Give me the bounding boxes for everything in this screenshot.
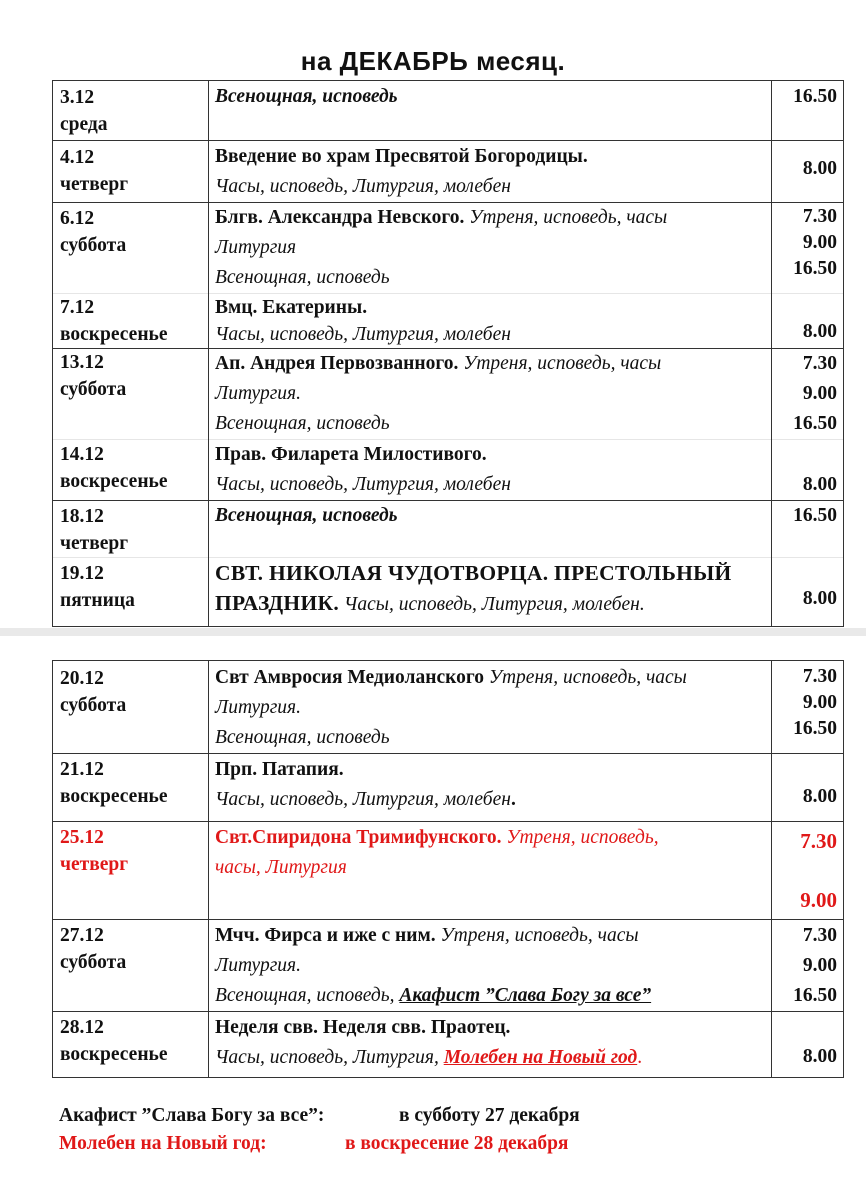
row-date: 18.12 xyxy=(60,506,104,527)
service-time: 9.00 xyxy=(802,955,837,976)
table-row xyxy=(53,1012,844,1078)
row-day: четверг xyxy=(60,854,129,875)
service-text: Часы, исповедь, Литургия, xyxy=(215,1047,439,1068)
service-time: 7.30 xyxy=(802,206,837,227)
service-time: 7.30 xyxy=(802,925,837,946)
service-time: 8.00 xyxy=(802,1046,837,1067)
service-text: Литургия. xyxy=(215,697,301,718)
table-row xyxy=(53,294,844,349)
table-row xyxy=(53,754,844,822)
row-day: воскресенье xyxy=(60,1044,168,1065)
table-row xyxy=(53,81,844,141)
row-date: 14.12 xyxy=(60,444,104,465)
service-text: Всенощная, исповедь xyxy=(215,727,390,748)
footer-value: в воскресение 28 декабря xyxy=(345,1133,569,1154)
service-text: Утреня, исповедь, часы xyxy=(463,353,662,374)
service-text: Литургия xyxy=(215,237,297,258)
service-time: 8.00 xyxy=(802,158,837,179)
table-row xyxy=(53,501,844,558)
service-tail: . xyxy=(510,789,516,810)
service-time: 9.00 xyxy=(802,232,837,253)
service-time: 16.50 xyxy=(793,505,837,526)
footer-note-akathist xyxy=(59,1105,580,1127)
table-row xyxy=(53,661,844,754)
footer-label: Акафист ”Слава Богу за все”: xyxy=(59,1105,325,1126)
feast-name: Свт.Спиридона Тримифунского. xyxy=(215,827,502,848)
service-text: Часы, исповедь, Литургия, молебен xyxy=(215,474,511,495)
service-time: 16.50 xyxy=(793,86,837,107)
service-text: Часы, исповедь, Литургия, молебен xyxy=(215,789,511,810)
feast-name: Неделя свв. Неделя свв. Праотец. xyxy=(215,1017,511,1038)
service-text: Всенощная, исповедь xyxy=(215,505,398,526)
service-text: Часы, исповедь, Литургия, молебен. xyxy=(343,594,645,615)
service-text: Часы, исповедь, Литургия, молебен xyxy=(215,176,511,197)
service-time: 8.00 xyxy=(802,321,837,342)
row-date: 21.12 xyxy=(60,759,104,780)
service-text: Всенощная, исповедь xyxy=(215,86,398,107)
table-row xyxy=(53,920,844,1012)
service-time: 9.00 xyxy=(802,692,837,713)
row-day: суббота xyxy=(60,379,127,400)
service-time: 9.00 xyxy=(800,888,837,912)
row-day: воскресенье xyxy=(60,471,168,492)
row-day: суббота xyxy=(60,695,127,716)
service-time: 8.00 xyxy=(802,786,837,807)
service-text: Утреня, исповедь, часы xyxy=(488,667,687,688)
service-text: Литургия. xyxy=(215,955,301,976)
row-date: 27.12 xyxy=(60,925,104,946)
feast-name: Вмц. Екатерины. xyxy=(215,297,368,318)
service-time: 9.00 xyxy=(802,383,837,404)
feast-name: Прав. Филарета Милостивого. xyxy=(215,444,487,465)
row-date: 7.12 xyxy=(60,297,95,318)
service-time: 16.50 xyxy=(793,413,837,434)
service-text: Литургия. xyxy=(215,383,301,404)
service-text: Утреня, исповедь, часы xyxy=(469,207,668,228)
table-row xyxy=(53,440,844,501)
row-date: 19.12 xyxy=(60,563,104,584)
feast-name: Свт Амвросия Медиоланского xyxy=(215,667,484,688)
row-day: суббота xyxy=(60,952,127,973)
schedule-table-1 xyxy=(52,80,844,627)
feast-name: Блгв. Александра Невского. xyxy=(215,207,465,228)
feast-name: ПРАЗДНИК. xyxy=(215,591,340,615)
table-row xyxy=(53,141,844,203)
feast-name: Ап. Андрея Первозванного. xyxy=(215,353,459,374)
service-time: 8.00 xyxy=(802,474,837,495)
service-text: Всенощная, исповедь, xyxy=(215,985,395,1006)
service-text: Всенощная, исповедь xyxy=(215,413,390,434)
service-text: часы, Литургия xyxy=(215,857,347,878)
akathist-link[interactable]: Акафист ”Слава Богу за все” xyxy=(399,985,652,1006)
row-day: суббота xyxy=(60,235,127,256)
table-row-highlight xyxy=(53,822,844,920)
service-text: Всенощная, исповедь xyxy=(215,267,390,288)
service-time: 7.30 xyxy=(800,829,837,853)
service-text: Часы, исповедь, Литургия, молебен xyxy=(215,324,511,345)
row-date: 13.12 xyxy=(60,352,104,373)
footer-label: Молебен на Новый год: xyxy=(59,1133,267,1154)
feast-name: Введение во храм Пресвятой Богородицы. xyxy=(215,146,588,167)
page-title: на ДЕКАБРЬ месяц. xyxy=(300,46,566,76)
row-date: 4.12 xyxy=(60,147,95,168)
feast-name: СВТ. НИКОЛАЯ ЧУДОТВОРЦА. ПРЕСТОЛЬНЫЙ xyxy=(215,561,732,585)
service-time: 7.30 xyxy=(802,353,837,374)
row-date: 25.12 xyxy=(60,827,104,848)
row-day: четверг xyxy=(60,174,129,195)
row-day: четверг xyxy=(60,533,129,554)
row-date: 6.12 xyxy=(60,208,95,229)
service-time: 7.30 xyxy=(802,666,837,687)
service-time: 16.50 xyxy=(793,258,837,279)
table-row xyxy=(53,203,844,294)
service-tail: . xyxy=(637,1047,643,1068)
service-time: 8.00 xyxy=(802,588,837,609)
new-year-moleben-link[interactable]: Молебен на Новый год xyxy=(443,1047,638,1068)
feast-name: Мчч. Фирса и иже с ним. xyxy=(215,925,436,946)
service-time: 16.50 xyxy=(793,718,837,739)
row-day: пятница xyxy=(60,590,135,611)
footer-note-moleben xyxy=(59,1133,568,1155)
row-date: 3.12 xyxy=(60,87,95,108)
row-date: 28.12 xyxy=(60,1017,104,1038)
row-day: среда xyxy=(60,114,108,135)
page-break xyxy=(0,628,866,636)
row-day: воскресенье xyxy=(60,786,168,807)
table-row xyxy=(53,349,844,440)
feast-name: Прп. Патапия. xyxy=(215,759,344,780)
service-time: 16.50 xyxy=(793,985,837,1006)
service-text: Утреня, исповедь, xyxy=(506,827,659,848)
table-row xyxy=(53,558,844,627)
row-date: 20.12 xyxy=(60,668,104,689)
row-day: воскресенье xyxy=(60,324,168,345)
service-text: Утреня, исповедь, часы xyxy=(440,925,639,946)
schedule-table-2 xyxy=(52,660,844,1078)
footer-value: в субботу 27 декабря xyxy=(399,1105,580,1126)
